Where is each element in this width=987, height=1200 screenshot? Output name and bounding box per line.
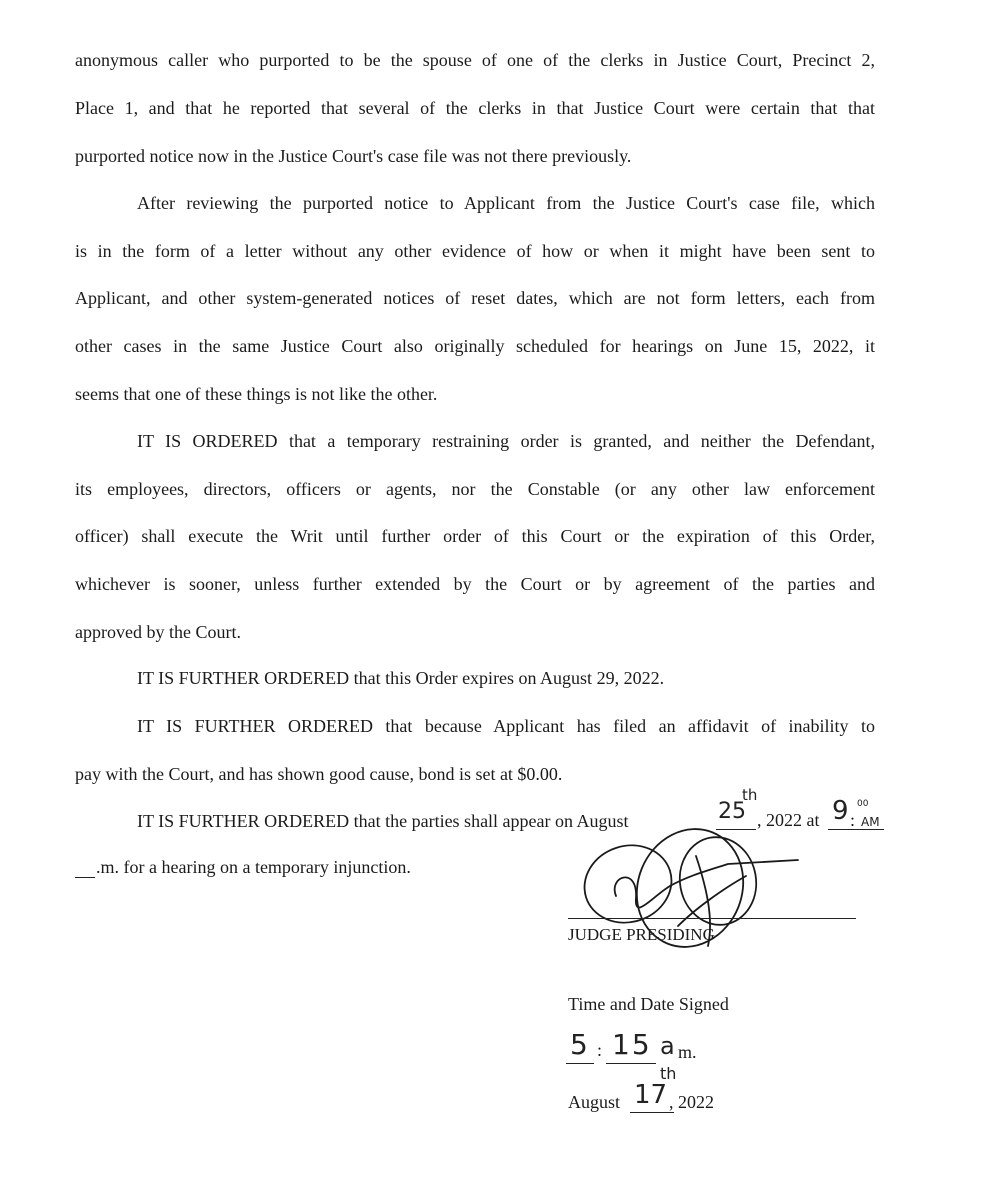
paragraph-2-line-1: After reviewing the purported notice to Applicant from the Justice Court's case file, which — [137, 193, 875, 213]
hearing-time-underline — [828, 829, 884, 830]
judge-signature — [578, 826, 808, 966]
paragraph-3-line-2: its employees, directors, officers or agents, nor the Constable (or any other law enforcement — [75, 479, 875, 499]
paragraph-6-line-1-prefix: IT IS FURTHER ORDERED that the parties shall appear on August — [137, 811, 629, 831]
paragraph-1-line-1: anonymous caller who purported to be the spouse of one of the clerks in Justice Court, Precinct 2, — [75, 50, 875, 70]
signed-minutes-underline — [606, 1063, 656, 1064]
paragraph-2-line-5: seems that one of these things is not like the other. — [75, 384, 438, 404]
hearing-ampm-handwritten: AM — [861, 815, 880, 829]
paragraph-5-line-1: IT IS FURTHER ORDERED that because Applicant has filed an affidavit of inability to — [137, 716, 875, 736]
signed-year: , 2022 — [669, 1092, 714, 1112]
signed-time-colon: : — [597, 1040, 603, 1060]
paragraph-3-line-4: whichever is sooner, unless further extended by the Court or by agreement of the parties and — [75, 574, 875, 594]
hearing-day-suffix-handwritten: th — [742, 786, 758, 804]
signed-ampm-handwritten: a — [660, 1032, 675, 1060]
signed-hour-handwritten: 5 — [570, 1028, 588, 1061]
signed-day-underline — [630, 1112, 674, 1113]
paragraph-3-line-1: IT IS ORDERED that a temporary restraining order is granted, and neither the Defendant, — [137, 431, 875, 451]
paragraph-1-line-3: purported notice now in the Justice Court's case file was not there previously. — [75, 146, 632, 166]
hearing-time-colon: : — [850, 810, 856, 830]
signed-day-handwritten: 17 — [634, 1080, 668, 1110]
paragraph-3-line-5: approved by the Court. — [75, 622, 241, 642]
judge-presiding-label: JUDGE PRESIDING — [568, 925, 715, 944]
paragraph-2-line-2: is in the form of a letter without any other evidence of how or when it might have been sent to — [75, 241, 875, 261]
hearing-minutes-handwritten: 00 — [857, 799, 869, 809]
signed-minutes-handwritten: 15 — [612, 1028, 652, 1061]
signed-day-suffix-handwritten: th — [660, 1064, 677, 1083]
paragraph-6-line-2: .m. for a hearing on a temporary injunction. — [96, 857, 411, 877]
signed-hour-underline — [566, 1063, 594, 1064]
paragraph-3-line-3: officer) shall execute the Writ until further order of this Court or the expiration of this Order, — [75, 526, 875, 546]
hearing-day-handwritten: 25 — [718, 799, 746, 824]
blank-line — [75, 877, 95, 878]
hearing-hour-handwritten: 9 — [832, 796, 849, 826]
paragraph-2-line-3: Applicant, and other system-generated notices of reset dates, which are not form letters, each from — [75, 288, 875, 308]
paragraph-4: IT IS FURTHER ORDERED that this Order expires on August 29, 2022. — [137, 668, 665, 688]
signed-month: August — [568, 1092, 621, 1112]
signed-ampm-print: m. — [678, 1042, 697, 1062]
paragraph-1-line-2: Place 1, and that he reported that several of the clerks in that Justice Court were certain that that — [75, 98, 875, 118]
paragraph-5-line-2: pay with the Court, and has shown good cause, bond is set at $0.00. — [75, 764, 563, 784]
hearing-year-text: , 2022 at — [757, 810, 820, 830]
paragraph-2-line-4: other cases in the same Justice Court also originally scheduled for hearings on June 15, 2022, it — [75, 336, 875, 356]
time-date-signed-label: Time and Date Signed — [568, 994, 729, 1014]
signature-line — [568, 918, 856, 919]
